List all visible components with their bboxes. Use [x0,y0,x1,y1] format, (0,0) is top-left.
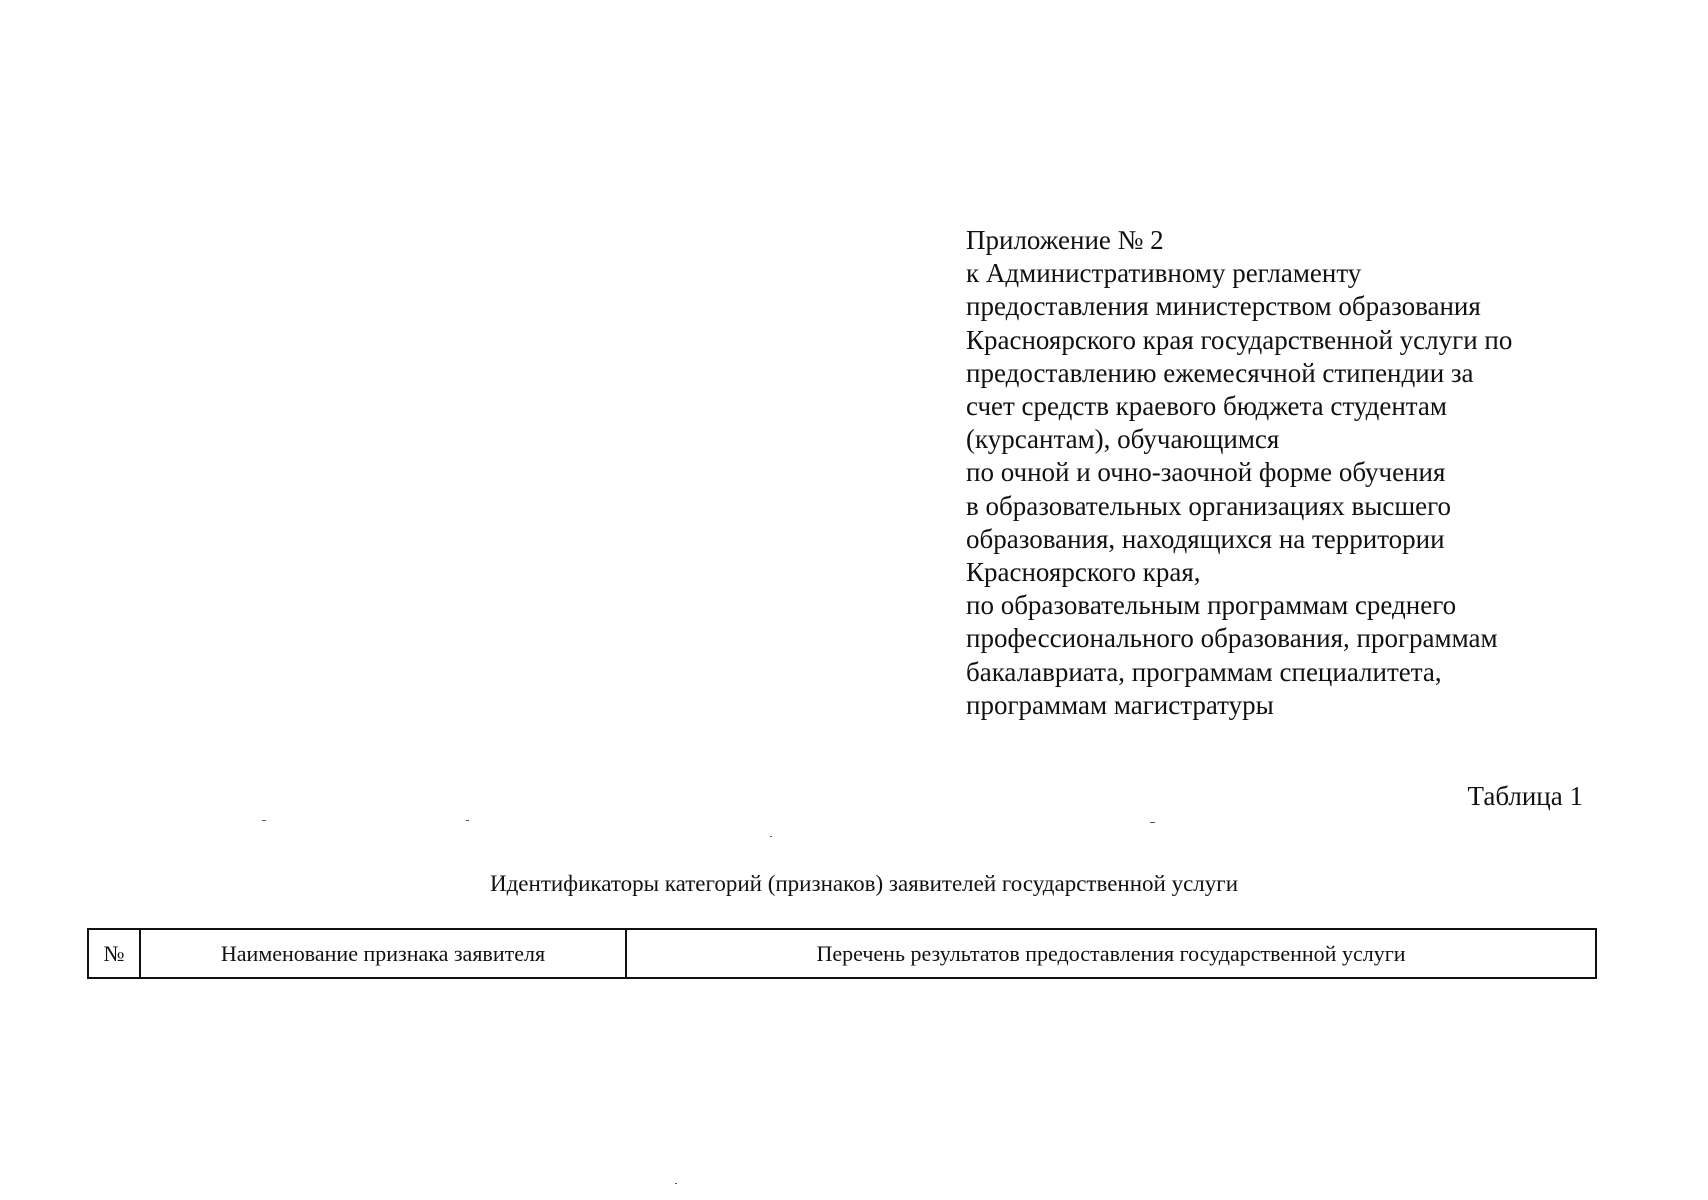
header-service-results: Перечень результатов предоставления государственной услуги [626,929,1596,978]
table-header-row [88,929,1596,978]
appendix-line: программам магистратуры [966,689,1274,720]
appendix-heading [966,224,1606,722]
header-number: № [88,929,140,978]
appendix-line: бакалавриата, программам специалитета, [966,656,1442,687]
applicant-categories-table [87,928,1597,979]
appendix-line: по очной и очно-заочной форме обучения [966,457,1446,488]
appendix-line: предоставлению ежемесячной стипендии за [966,357,1474,388]
appendix-line: Красноярского края, [966,557,1201,588]
header-applicant-attribute: Наименование признака заявителя [140,929,626,978]
appendix-line: Красноярского края государственной услуги по [966,324,1513,355]
appendix-line: предоставления министерством образования [966,291,1481,322]
appendix-line: счет средств краевого бюджета студентам [966,391,1448,422]
scan-speck [466,820,469,821]
appendix-line: образования, находящихся на территории [966,523,1445,554]
table-title: Идентификаторы категорий (признаков) заявителей государственной услуги [489,871,1239,896]
appendix-line: к Административному регламенту [966,258,1362,289]
appendix-line: в образовательных организациях высшего [966,490,1452,521]
table-label: Таблица 1 [1467,781,1583,811]
appendix-line: Приложение № 2 [966,225,1164,255]
appendix-line: по образовательным программам среднего [966,590,1457,621]
scan-speck [262,820,266,821]
scan-speck [1150,822,1155,823]
appendix-line: (курсантам), обучающимся [966,424,1280,455]
scan-speck [675,1183,677,1184]
scan-speck [770,836,772,837]
appendix-line: профессионального образования, программам [966,623,1498,654]
